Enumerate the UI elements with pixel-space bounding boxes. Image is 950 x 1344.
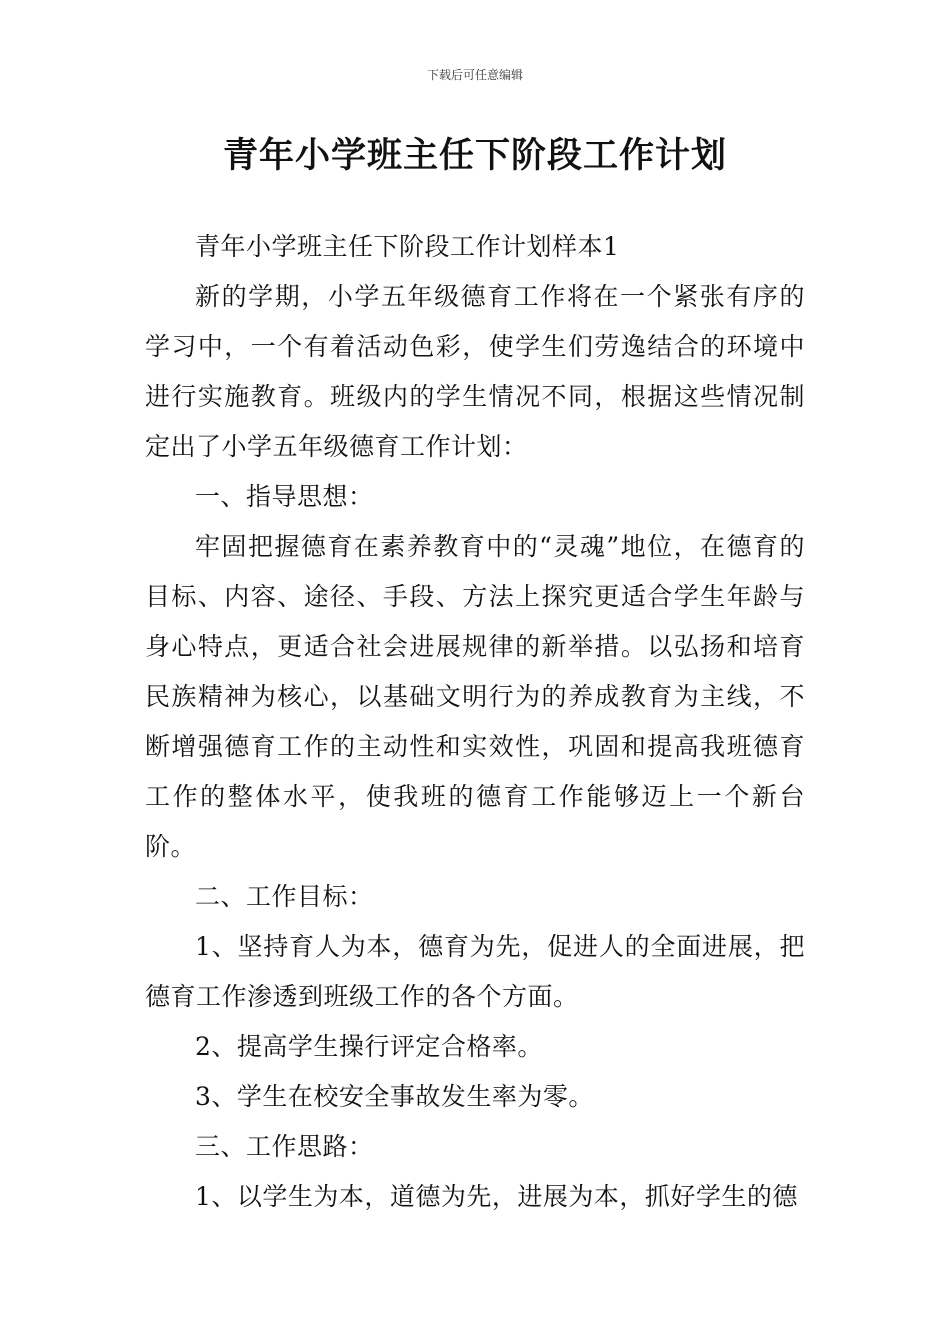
paragraph-subtitle: 青年小学班主任下阶段工作计划样本1 <box>195 232 620 261</box>
section-heading-work-approach: 三、工作思路： <box>195 1132 374 1161</box>
list-item-goal-2: 2、提高学生操行评定合格率。 <box>195 1032 543 1061</box>
paragraph-guiding-ideas: 牢固把握德育在素养教育中的“灵魂”地位，在德育的目标、内容、途径、手段、方法上探究更适合学生年龄与身心特点，更适合社会进展规律的新举措。以弘扬和培育民族精神为核心，以基础文明行为的养成教育为主线，不断增强德育工作的主动性和实效性，巩固和提高我班德育工作的整体水平，使我班的德育工作能够迈上一个新台阶。 <box>145 532 805 861</box>
paragraph-intro: 新的学期，小学五年级德育工作将在一个紧张有序的学习中，一个有着活动色彩，使学生们劳逸结合的环境中进行实施教育。班级内的学生情况不同，根据这些情况制定出了小学五年级德育工作计划： <box>145 282 805 461</box>
list-item-goal-3: 3、学生在校安全事故发生率为零。 <box>195 1082 594 1111</box>
list-item-goal-1: 1、坚持育人为本，德育为先，促进人的全面进展，把德育工作渗透到班级工作的各个方面。 <box>145 932 805 1011</box>
list-item-approach-1: 1、以学生为本，道德为先，进展为本，抓好学生的德 <box>195 1182 798 1211</box>
document-body <box>145 222 805 1222</box>
section-heading-guiding-ideas: 一、指导思想： <box>195 482 374 511</box>
document-title: 青年小学班主任下阶段工作计划 <box>222 136 727 176</box>
header-note: 下载后可任意编辑 <box>426 68 523 82</box>
section-heading-work-goals: 二、工作目标： <box>195 882 374 911</box>
